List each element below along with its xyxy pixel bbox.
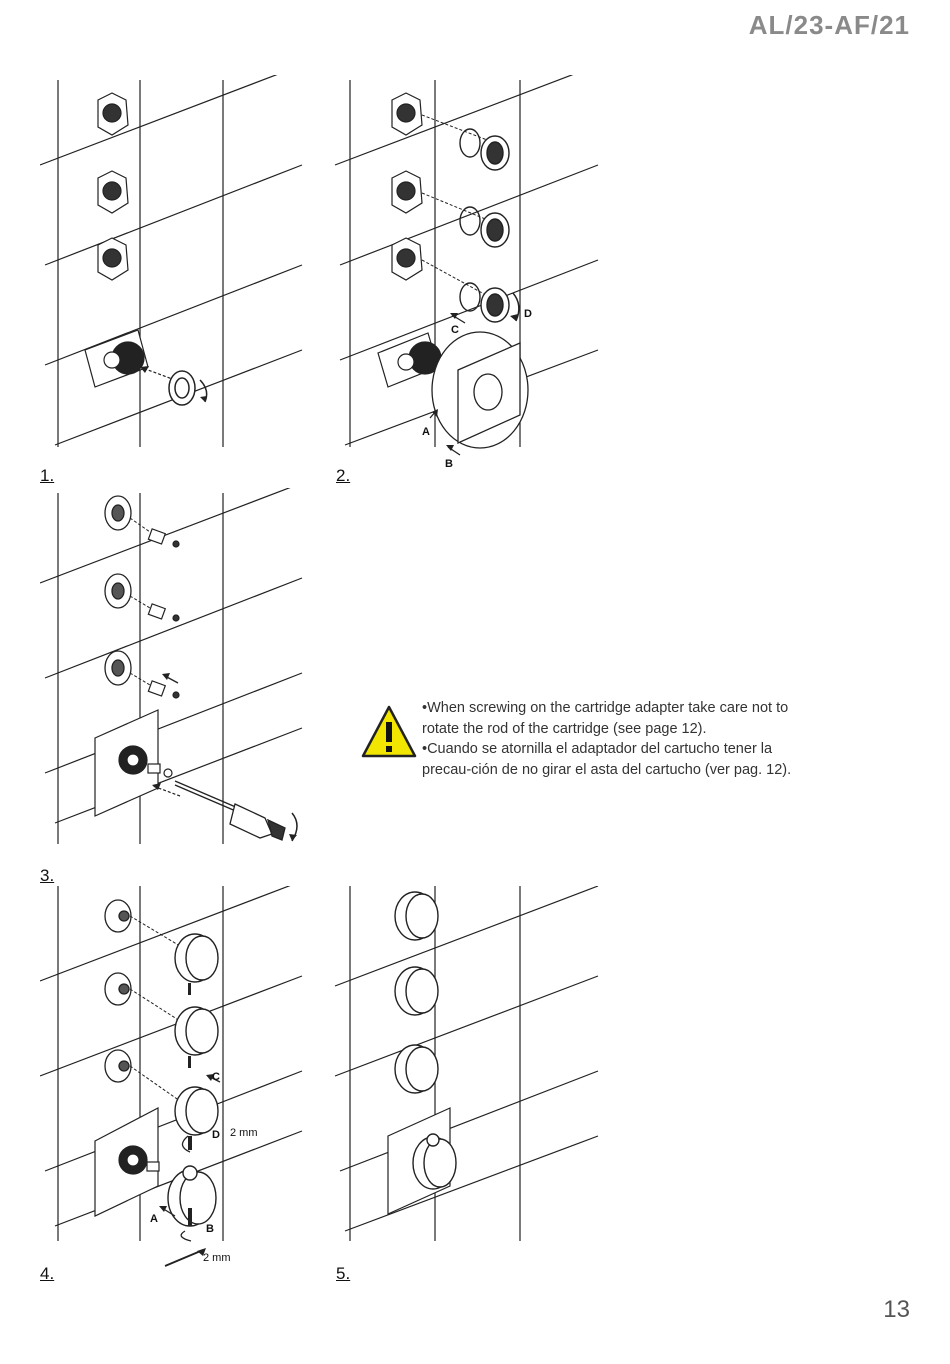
control-knob xyxy=(395,892,438,1093)
step-5-label: 5. xyxy=(336,1264,351,1283)
step-5-illustration xyxy=(330,886,610,1246)
step-3-illustration xyxy=(40,488,310,853)
page-number: 13 xyxy=(883,1296,910,1323)
warning-line-es-1: •Cuando se atornilla el adaptador del cartucho tener la xyxy=(422,741,773,757)
control-knob xyxy=(175,934,218,1135)
callout-a: A xyxy=(422,426,430,438)
step-1-illustration xyxy=(40,75,310,455)
mixer-plate xyxy=(95,1108,159,1216)
step-1-label: 1. xyxy=(40,466,55,485)
outlet-cover xyxy=(105,496,131,685)
outlet-cover xyxy=(481,136,509,322)
callout-d: D xyxy=(212,1129,220,1141)
wall-plate xyxy=(432,332,528,448)
measurement-2mm-lower: 2 mm xyxy=(203,1252,231,1264)
step-4-label: 4. xyxy=(40,1264,55,1283)
warning-line-es-2: precau-ción de no girar el asta del cartucho (ver pag. 12). xyxy=(422,761,792,778)
warning-text xyxy=(422,698,791,780)
mixer-plate xyxy=(95,710,172,816)
step-2-label: 2. xyxy=(336,466,351,485)
adapter-pin xyxy=(148,529,179,698)
step-2-illustration xyxy=(330,75,610,475)
callout-c: C xyxy=(451,324,459,336)
o-ring xyxy=(460,129,480,311)
screwdriver xyxy=(175,781,285,840)
measurement-2mm-upper: 2 mm xyxy=(230,1127,258,1139)
callout-c: C xyxy=(212,1071,220,1083)
warning-line-en-2: rotate the rod of the cartridge (see page 12). xyxy=(422,720,707,737)
warning-line-en-1: •When screwing on the cartridge adapter take care not to xyxy=(422,700,789,716)
mixer-body xyxy=(85,330,148,387)
valve-outlet xyxy=(98,93,128,280)
document-code: AL/23-AF/21 xyxy=(748,10,910,40)
step-3-label: 3. xyxy=(40,866,55,885)
step-4-illustration xyxy=(40,886,320,1271)
warning-triangle-icon xyxy=(360,704,418,760)
adapter-ring xyxy=(169,371,195,405)
callout-a: A xyxy=(150,1213,158,1225)
callout-b: B xyxy=(445,458,453,470)
callout-d: D xyxy=(524,308,532,320)
callout-b: B xyxy=(206,1223,214,1235)
